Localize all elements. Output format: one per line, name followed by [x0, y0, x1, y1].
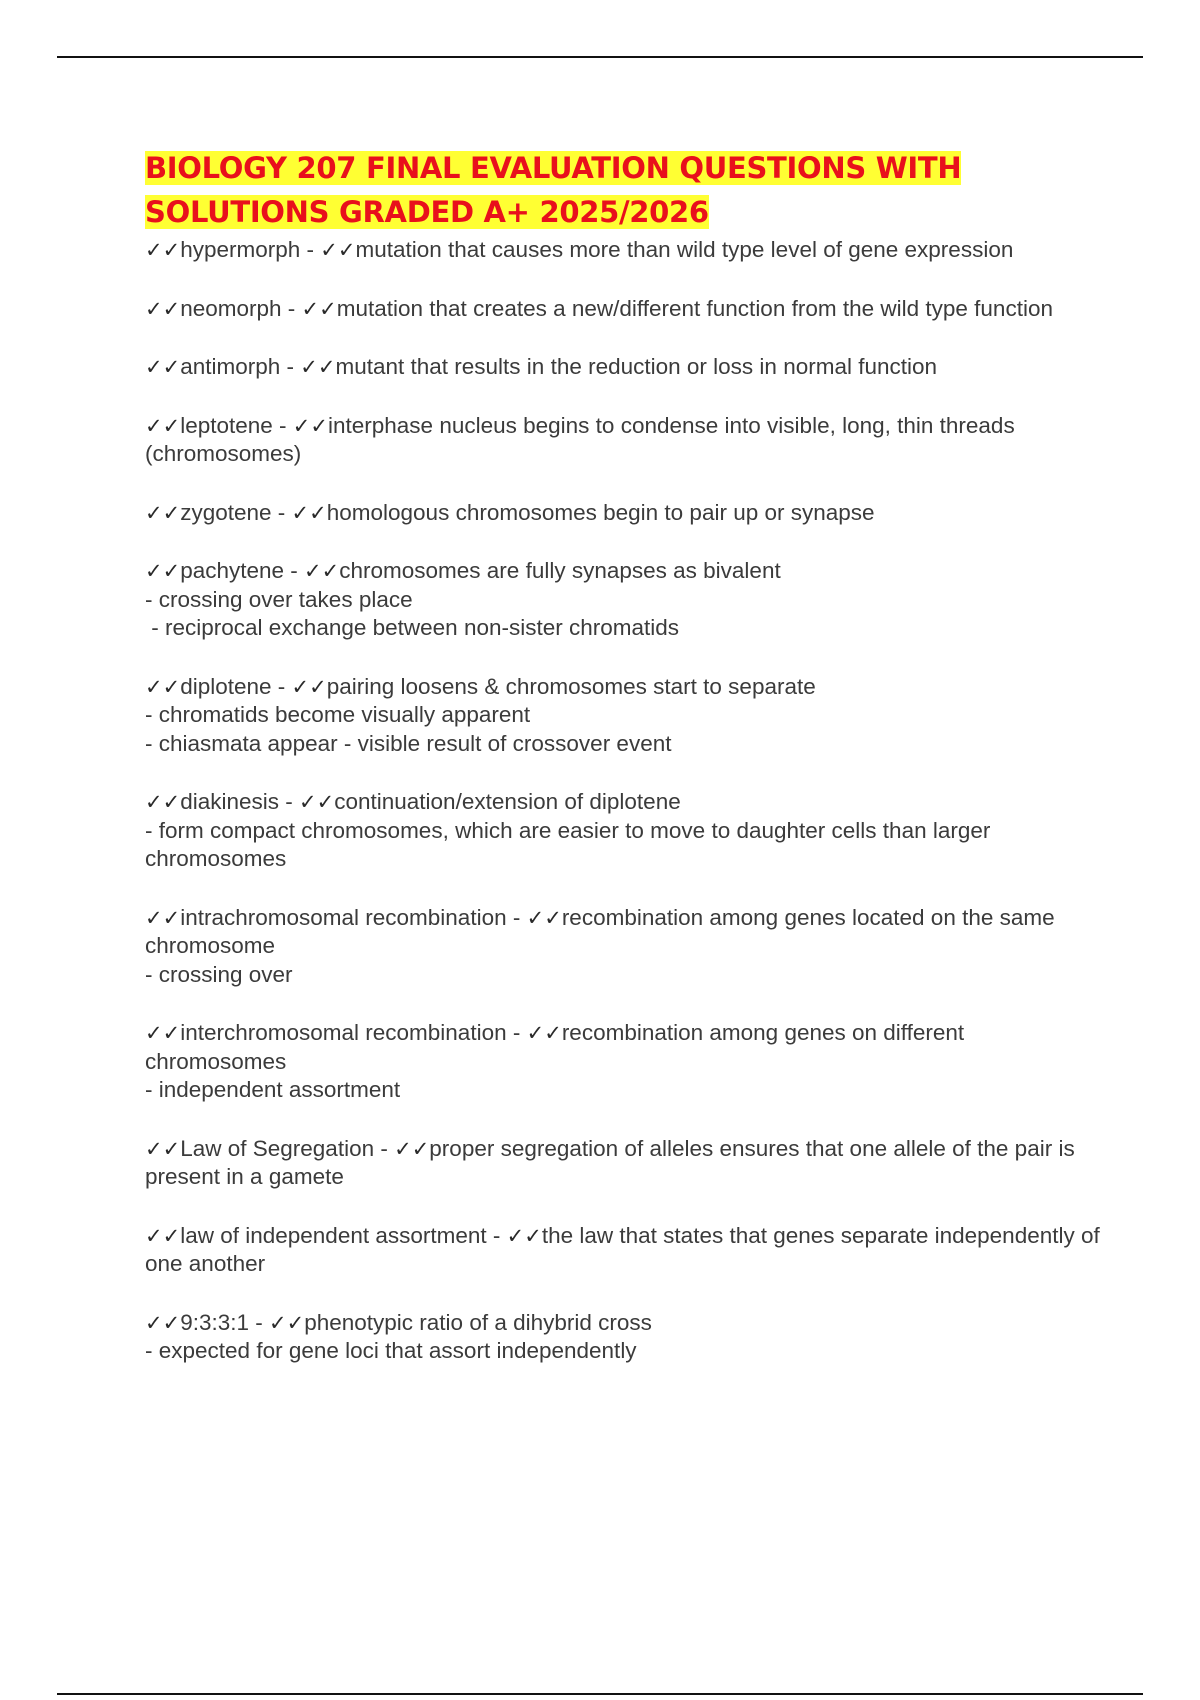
- check-mark-icon: ✓✓: [145, 905, 181, 930]
- entry-separator: -: [281, 295, 302, 321]
- check-mark-icon: ✓✓: [299, 790, 335, 814]
- entry-detail-line: - chromatids become visually apparent: [145, 702, 531, 727]
- entry-separator: -: [374, 1135, 395, 1161]
- flashcard-entry: [145, 1135, 1105, 1192]
- entry-detail-line: - form compact chromosomes, which are easier to move to daughter cells than larger chromosomes: [145, 817, 997, 871]
- entry-main-line: [145, 499, 1105, 528]
- entry-separator: -: [272, 412, 293, 438]
- check-mark-icon: ✓✓: [304, 559, 340, 583]
- check-mark-icon: ✓✓: [145, 790, 181, 814]
- entry-main-line: [145, 353, 1105, 382]
- entry-term: Law of Segregation: [180, 1135, 375, 1161]
- entry-term: hypermorph: [180, 237, 301, 262]
- entry-term: law of independent assortment: [180, 1222, 487, 1248]
- entry-main-line: [145, 236, 1105, 265]
- flashcard-entry: [145, 236, 1105, 265]
- check-mark-icon: ✓✓: [300, 355, 336, 379]
- entry-definition: mutation that causes more than wild type level of gene expression: [355, 237, 1014, 262]
- entry-main-line: [145, 557, 1105, 586]
- check-mark-icon: ✓✓: [145, 500, 181, 525]
- entry-definition: proper segregation of alleles ensures that one allele of the pair is present in a gamete: [145, 1135, 1081, 1189]
- check-mark-icon: ✓✓: [145, 674, 181, 699]
- entry-definition: recombination among genes located on the same chromosome: [145, 904, 1061, 958]
- entry-separator: -: [300, 237, 321, 262]
- flashcard-entry: [145, 1222, 1105, 1279]
- flashcard-list: [145, 236, 1105, 1366]
- entry-term: antimorph: [180, 354, 281, 379]
- check-mark-icon: ✓✓: [145, 1223, 181, 1248]
- entry-separator: -: [486, 1222, 507, 1248]
- entry-term: diplotene: [180, 673, 272, 699]
- flashcard-entry: [145, 557, 1105, 643]
- entry-separator: -: [249, 1309, 270, 1335]
- document-title: [145, 146, 1105, 234]
- entry-term: pachytene: [180, 558, 285, 583]
- entry-detail-line: - crossing over takes place: [145, 586, 413, 612]
- document-body: [145, 146, 1105, 1396]
- flashcard-entry: [145, 499, 1105, 528]
- entry-detail-line: - expected for gene loci that assort independently: [145, 1338, 637, 1363]
- entry-main-line: [145, 788, 1105, 817]
- check-mark-icon: ✓✓: [145, 296, 181, 321]
- entry-separator: -: [279, 789, 300, 814]
- entry-term: diakinesis: [180, 789, 280, 814]
- entry-definition: chromosomes are fully synapses as bivalent: [339, 558, 781, 583]
- entry-main-line: [145, 904, 1105, 961]
- entry-separator: -: [271, 673, 292, 699]
- document-title-text: BIOLOGY 207 FINAL EVALUATION QUESTIONS WITH SOLUTIONS GRADED A+ 2025/2026: [145, 151, 962, 229]
- entry-definition: recombination among genes on different chromosomes: [145, 1020, 971, 1074]
- entry-separator: -: [280, 354, 301, 379]
- check-mark-icon: ✓✓: [526, 1021, 562, 1045]
- entry-separator: -: [284, 558, 305, 583]
- check-mark-icon: ✓✓: [145, 413, 181, 438]
- entry-main-line: [145, 295, 1105, 324]
- entry-definition: the law that states that genes separate independently of one another: [145, 1222, 1107, 1276]
- top-rule: [57, 56, 1143, 58]
- entry-term: 9:3:3:1: [180, 1309, 250, 1335]
- check-mark-icon: ✓✓: [506, 1223, 542, 1248]
- entry-detail-line: - reciprocal exchange between non-sister chromatids: [145, 615, 680, 640]
- entry-definition: continuation/extension of diplotene: [334, 789, 681, 814]
- entry-main-line: [145, 1019, 1105, 1076]
- check-mark-icon: ✓✓: [526, 905, 562, 930]
- entry-main-line: [145, 412, 1105, 469]
- entry-separator: -: [506, 1020, 527, 1045]
- flashcard-entry: [145, 295, 1105, 324]
- entry-term: interchromosomal recombination: [180, 1020, 507, 1045]
- check-mark-icon: ✓✓: [301, 296, 337, 321]
- check-mark-icon: ✓✓: [394, 1136, 430, 1161]
- check-mark-icon: ✓✓: [145, 238, 181, 262]
- check-mark-icon: ✓✓: [145, 1021, 181, 1045]
- entry-definition: homologous chromosomes begin to pair up or synapse: [326, 499, 875, 525]
- check-mark-icon: ✓✓: [291, 674, 327, 699]
- check-mark-icon: ✓✓: [291, 500, 327, 525]
- entry-detail-line: - crossing over: [145, 961, 293, 987]
- entry-main-line: [145, 1309, 1105, 1338]
- entry-term: zygotene: [180, 499, 272, 525]
- flashcard-entry: [145, 904, 1105, 990]
- bottom-rule: [57, 1693, 1143, 1695]
- flashcard-entry: [145, 673, 1105, 759]
- check-mark-icon: ✓✓: [320, 238, 356, 262]
- entry-definition: mutation that creates a new/different function from the wild type function: [336, 295, 1053, 321]
- flashcard-entry: [145, 412, 1105, 469]
- entry-term: intrachromosomal recombination: [180, 904, 507, 930]
- check-mark-icon: ✓✓: [145, 559, 181, 583]
- entry-main-line: [145, 1135, 1105, 1192]
- entry-definition: phenotypic ratio of a dihybrid cross: [304, 1309, 652, 1335]
- check-mark-icon: ✓✓: [145, 355, 181, 379]
- entry-term: leptotene: [180, 412, 273, 438]
- flashcard-entry: [145, 788, 1105, 874]
- check-mark-icon: ✓✓: [269, 1310, 305, 1335]
- check-mark-icon: ✓✓: [145, 1136, 181, 1161]
- entry-detail-line: - chiasmata appear - visible result of crossover event: [145, 730, 672, 756]
- entry-detail-line: - independent assortment: [145, 1077, 401, 1102]
- check-mark-icon: ✓✓: [292, 413, 328, 438]
- entry-main-line: [145, 673, 1105, 702]
- entry-definition: mutant that results in the reduction or loss in normal function: [335, 354, 938, 379]
- entry-term: neomorph: [180, 295, 282, 321]
- entry-separator: -: [506, 904, 527, 930]
- entry-separator: -: [271, 499, 292, 525]
- entry-definition: pairing loosens & chromosomes start to separate: [326, 673, 816, 699]
- flashcard-entry: [145, 1309, 1105, 1366]
- entry-main-line: [145, 1222, 1105, 1279]
- flashcard-entry: [145, 1019, 1105, 1105]
- flashcard-entry: [145, 353, 1105, 382]
- entry-definition: interphase nucleus begins to condense into visible, long, thin threads (chromosomes): [145, 412, 1021, 466]
- check-mark-icon: ✓✓: [145, 1310, 181, 1335]
